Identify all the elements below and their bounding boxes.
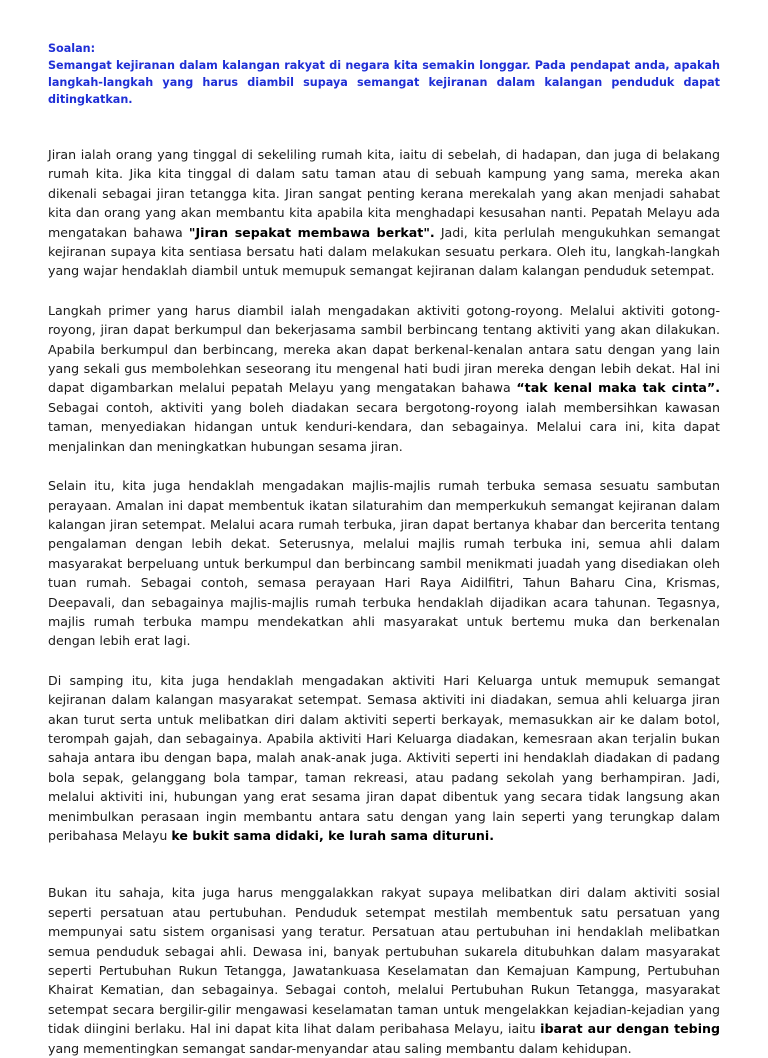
question-block	[48, 40, 720, 108]
p1-proverb: "Jiran sepakat membawa berkat".	[188, 224, 435, 240]
p5-text-b: yang mementingkan semangat sandar-menyandar atau saling membantu dalam kehidupan.	[48, 1040, 632, 1056]
p1-text-b: Jadi, kita perlulah mengukuhkan semangat kejiranan supaya kita sentiasa bersatu hati dalam melakukan sesuatu perkara. Oleh itu, langkah-langkah yang wajar hendaklah diambil untuk memupuk semangat kejiranan dalam kalangan penduduk setempat.	[48, 224, 721, 279]
p4-text-a: Di samping itu, kita juga hendaklah mengadakan aktiviti Hari Keluarga untuk memupuk semangat kejiranan dalam kalangan masyarakat setempat. Semasa aktiviti ini diadakan, semua ahli keluarga jiran akan turut serta untuk melibatkan diri dalam aktiviti seperti berkayak, memasukkan air ke dalam botol, terompah gajah, dan sebagainya. Apabila aktiviti Hari Keluarga diadakan, kemesraan akan terjalin bukan sahaja antara ibu dengan bapa, malah anak-anak juga. Aktiviti seperti ini hendaklah diadakan di padang bola sepak, gelanggang bola tampar, taman rekreasi, atau padang sekolah yang berhampiran. Jadi, melalui aktiviti ini, hubungan yang erat sesama jiran dapat dibentuk yang secara tidak langsung akan menimbulkan perasaan ingin membantu antara satu dengan yang lain seperti yang terungkap dalam peribahasa Melayu	[48, 672, 720, 843]
p5-proverb: ibarat aur dengan tebing	[540, 1021, 720, 1037]
p5-text-a: Bukan itu sahaja, kita juga harus menggalakkan rakyat supaya melibatkan diri dalam aktiviti sosial seperti persatuan atau pertubuhan. Penduduk setempat mestilah membentuk satu persatuan yang mempunyai satu sistem organisasi yang teratur. Persatuan atau pertubuhan ini hendaklah melibatkan semua penduduk sebagai ahli. Dewasa ini, banyak pertubuhan sukarela ditubuhkan dalam masyarakat seperti Pertubuhan Rukun Tetangga, Jawatankuasa Keselamatan dan Kemajuan Kampung, Pertubuhan Khairat Kematian, dan sebagainya. Sebagai contoh, melalui Pertubuhan Rukun Tetangga, masyarakat setempat secara bergilir-gilir mengawasi keselamatan taman untuk mengelakkan kejadian-kejadian yang tidak diingini berlaku. Hal ini dapat kita lihat dalam peribahasa Melayu, iaitu	[48, 885, 720, 1037]
p1-text-a: Jiran ialah orang yang tinggal di sekeliling rumah kita, iaitu di sebelah, di hadapan, dan juga di belakang rumah kita. Jika kita tinggal di dalam satu taman atau di sebuah kampung yang sama, mereka akan dikenali sebagai jiran tetangga kita. Jiran sangat penting kerana merekalah yang akan menjadi sahabat kita dan orang yang akan membantu kita apabila kita menghadapi kesusahan nanti. Pepatah Melayu ada mengatakan bahawa	[48, 147, 720, 240]
paragraph-hari-keluarga	[48, 671, 720, 846]
p2-proverb: “tak kenal maka tak cinta”.	[516, 380, 720, 396]
paragraph-rumah-terbuka: Selain itu, kita juga hendaklah mengadakan majlis-majlis rumah terbuka semasa sesuatu sambutan perayaan. Amalan ini dapat membentuk ikatan silaturahim dan memperkukuh semangat kejiranan dalam kalangan jiran setempat. Melalui acara rumah terbuka, jiran dapat bertanya khabar dan bercerita tentang pengalaman dengan lebih dekat. Seterusnya, melalui majlis rumah terbuka ini, semua ahli dalam masyarakat berpeluang untuk berkumpul dan berbincang sambil menikmati juadah yang disediakan oleh tuan rumah. Sebagai contoh, semasa perayaan Hari Raya Aidilfitri, Tahun Baharu Cina, Krismas, Deepavali, dan sebagainya majlis-majlis rumah terbuka hendaklah dijadikan acara tahunan. Tegasnya, majlis rumah terbuka mampu mendekatkan ahli masyarakat untuk bertemu muka dan berkenalan dengan lebih erat lagi.	[48, 478, 720, 649]
p2-text-b: Sebagai contoh, aktiviti yang boleh diadakan secara bergotong-royong ialah membersihkan kawasan taman, menyediakan hidangan untuk kenduri-kendara, dan sebagainya. Melalui cara ini, kita dapat menjalinkan dan meningkatkan hubungan sesama jiran.	[48, 399, 720, 454]
paragraph-persatuan	[48, 883, 720, 1058]
question-label: Soalan:	[48, 42, 96, 55]
p2-text-a: Langkah primer yang harus diambil ialah mengadakan aktiviti gotong-royong. Melalui aktiviti gotong-royong, jiran dapat berkumpul dan bekerjasama sambil berbincang tentang aktiviti yang akan dilakukan. Apabila berkumpul dan berbincang, mereka akan dapat berkenal-kenalan antara satu dengan yang lain yang sekali gus membolehkan seseorang itu mengenal hati budi jiran mereka dengan lebih dekat. Hal ini dapat digambarkan melalui pepatah Melayu yang mengatakan bahawa	[48, 302, 720, 396]
paragraph-gotong-royong	[48, 301, 720, 456]
question-text: Semangat kejiranan dalam kalangan rakyat di negara kita semakin longgar. Pada pendapat anda, apakah langkah-langkah yang harus diambil supaya semangat kejiranan dalam kalangan penduduk dapat ditingkatkan.	[48, 59, 720, 106]
p4-proverb: ke bukit sama didaki, ke lurah sama dituruni.	[171, 828, 495, 843]
paragraph-introduction	[48, 145, 720, 281]
